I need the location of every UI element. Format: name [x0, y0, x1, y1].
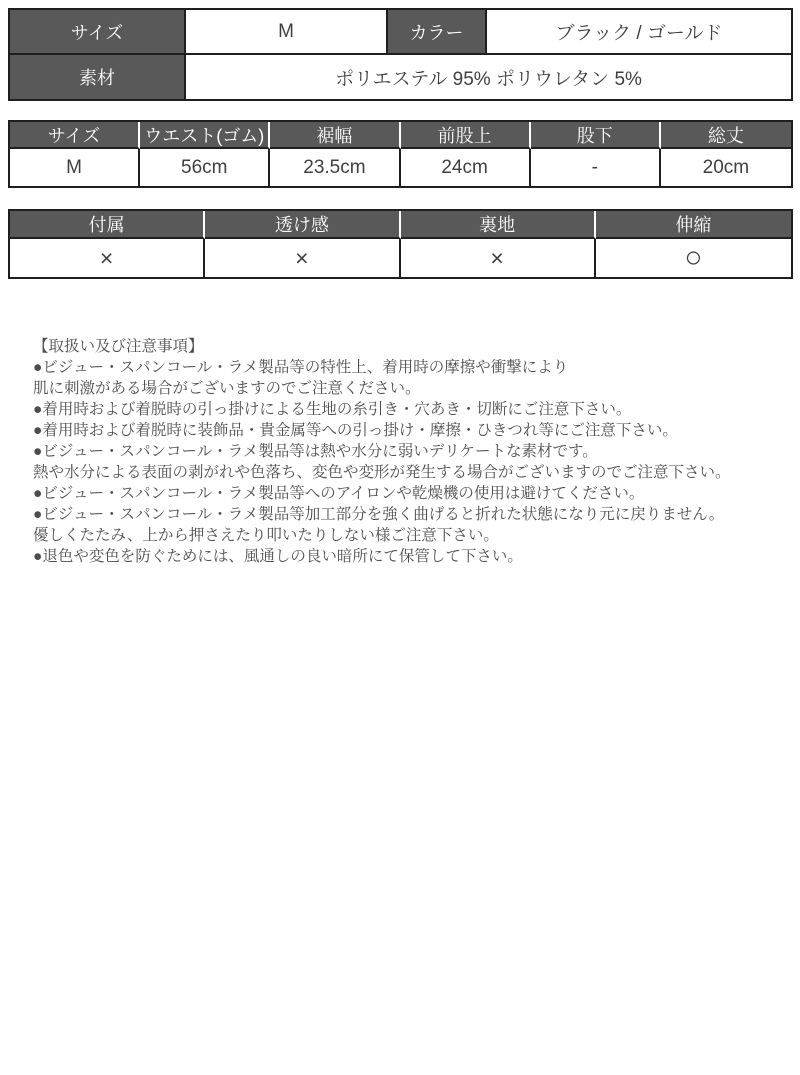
measurements-value-cell: 20cm	[702, 156, 750, 178]
note-line: 肌に刺激がある場合がございますのでご注意ください。	[33, 380, 421, 397]
measurements-header-cell: 前股上	[401, 122, 531, 149]
note-line: 熱や水分による表面の剥がれや色落ち、変色や変形が発生する場合がございますのでご注意下さい。	[33, 464, 731, 481]
color-label-cell: カラー	[388, 10, 487, 55]
features-table	[8, 209, 793, 279]
features-header-cell: 伸縮	[596, 211, 791, 239]
handling-notes	[33, 336, 800, 567]
note-line: ●着用時および着脱時に装飾品・貴金属等への引っ掛け・摩擦・ひきつれ等にご注意下さい。	[33, 422, 678, 439]
measurements-header-cell: 総丈	[661, 122, 791, 149]
features-header-cell: 裏地	[401, 211, 596, 239]
measurements-header-cell: 裾幅	[270, 122, 400, 149]
material-label-cell: 素材	[10, 55, 186, 99]
features-header-cell: 付属	[10, 211, 205, 239]
note-line: ●ビジュー・スパンコール・ラメ製品等加工部分を強く曲げると折れた状態になり元に戻りません。	[33, 506, 725, 523]
size-label-cell: サイズ	[10, 10, 186, 55]
measurements-header-cell: サイズ	[10, 122, 140, 149]
measurements-value-cell: 23.5cm	[270, 149, 400, 186]
material-value-cell: ポリエステル 95% ポリウレタン 5%	[335, 68, 642, 90]
note-line: ●ビジュー・スパンコール・ラメ製品等の特性上、着用時の摩擦や衝撃により	[33, 359, 569, 376]
product-info-table	[8, 8, 793, 101]
note-line: ●着用時および着脱時の引っ掛けによる生地の糸引き・穴あき・切断にご注意下さい。	[33, 401, 632, 418]
features-value-cell: ×	[401, 239, 596, 277]
measurements-value-cell: 56cm	[140, 149, 270, 186]
features-value-cell: ×	[10, 239, 205, 277]
measurements-value-cell: -	[531, 149, 661, 186]
note-line: ●ビジュー・スパンコール・ラメ製品等は熱や水分に弱いデリケートな素材です。	[33, 443, 598, 460]
features-value-cell: ○	[684, 241, 703, 274]
measurements-table	[8, 120, 793, 188]
measurements-header-cell: 股下	[531, 122, 661, 149]
note-line: 優しくたたみ、上から押さえたり叩いたりしない様ご注意下さい。	[33, 527, 499, 544]
features-value-cell: ×	[205, 239, 400, 277]
size-value-cell: M	[186, 10, 388, 55]
notes-title: 【取扱い及び注意事項】	[33, 338, 204, 355]
note-line: ●退色や変色を防ぐためには、風通しの良い暗所にて保管して下さい。	[33, 548, 523, 565]
measurements-value-cell: 24cm	[401, 149, 531, 186]
measurements-header-cell: ウエスト(ゴム)	[140, 122, 270, 149]
note-line: ●ビジュー・スパンコール・ラメ製品等へのアイロンや乾燥機の使用は避けてください。	[33, 485, 645, 502]
features-header-cell: 透け感	[205, 211, 400, 239]
color-value-cell: ブラック / ゴールド	[487, 10, 791, 55]
measurements-value-cell: M	[10, 149, 140, 186]
